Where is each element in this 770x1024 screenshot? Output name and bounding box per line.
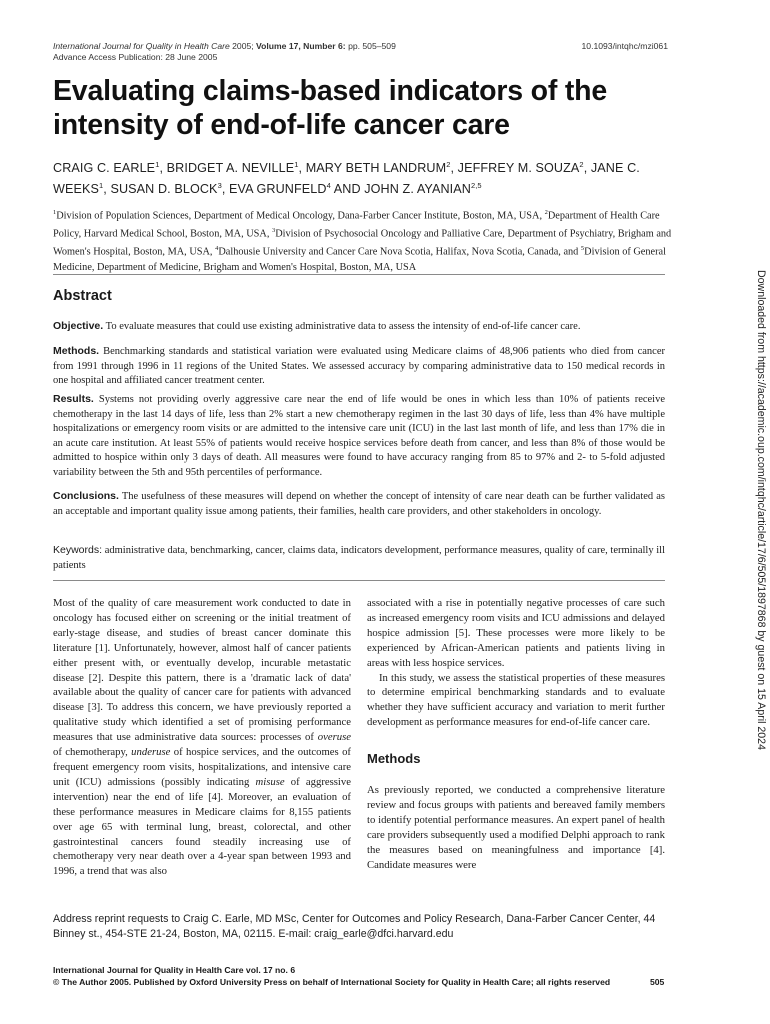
body-paragraph: As previously reported, we conducted a comprehensive literature review and focus groups with patients and bereaved family members to identify potential performance measures. An expert panel of health care providers subsequently used a modified Delphi approach to rank the measures based on meaningfulness and importance [4]. Candidate measures were xyxy=(367,784,665,871)
journal-pages: pp. 505–509 xyxy=(348,41,396,51)
divider xyxy=(53,580,665,581)
running-header xyxy=(53,41,396,63)
abstract-label: Results. xyxy=(53,393,94,405)
author-name: , JEFFREY M. SOUZA xyxy=(450,161,580,176)
body-text: of chemotherapy, xyxy=(53,746,132,759)
footer-journal: International Journal for Quality in Health Care vol. 17 no. 6 xyxy=(53,965,296,975)
abstract-label: Methods. xyxy=(53,345,100,357)
emphasis: underuse xyxy=(131,746,171,759)
body-text: of aggressive intervention) near the end of life [4]. Moreover, an evaluation of these performance measures in Medicare claims for 8,155 patients over age 65 with terminal lung, breast, colorectal, and other gastrointestinal cancers found steadily increasing use of chemotherapy very near death over a 4-year span between 1993 and 1996, a trend that was also xyxy=(53,775,351,878)
author-affiliation-ref: 1 xyxy=(99,181,104,191)
doi[interactable]: 10.1093/intqhc/mzi061 xyxy=(581,41,668,51)
body-text: of hospice services, and the outcomes of frequent emergency room visits, hospitalizations, and intensive care unit (ICU) admissions (possibly indicating xyxy=(53,746,351,788)
citation-line xyxy=(53,41,396,52)
download-watermark: Downloaded from https://academic.oup.com/intqhc/article/17/6/505/1897868 by guest on 15 April 2024 xyxy=(755,270,767,750)
author-name: , EVA GRUNFELD xyxy=(221,182,327,197)
footer-copyright: © The Author 2005. Published by Oxford University Press on behalf of International Society for Quality in Health Care; all rights reserved xyxy=(53,977,611,987)
abstract-conclusions xyxy=(53,489,665,519)
emphasis: overuse xyxy=(317,731,351,744)
reprint-address: Address reprint requests to Craig C. Earle, MD MSc, Center for Outcomes and Policy Research, Dana-Farber Cancer Center, 44 Binney st., 454-STE 21-24, Boston, MA, 02115. E-mail: craig_earle@dfci.harvard.edu xyxy=(53,913,656,940)
author-name: , SUSAN D. BLOCK xyxy=(103,182,218,197)
affiliation-number: 1 xyxy=(53,209,57,216)
author-name: , MARY BETH LANDRUM xyxy=(298,161,447,176)
author-name: CRAIG C. EARLE xyxy=(53,161,156,176)
abstract-text: To evaluate measures that could use existing administrative data to assess the intensity of end-of-life cancer care. xyxy=(103,321,581,332)
author-affiliation-ref: 1 xyxy=(155,160,160,169)
abstract-heading: Abstract xyxy=(53,288,112,304)
body-paragraph: associated with a rise in potentially negative processes of care such as increased emergency room visits and ICU admissions and delayed hospice admission [5]. These processes were more likely to be experienced by African-American patients and patients living in areas with less hospice services. xyxy=(367,597,665,669)
affiliation-text: Department of Health Care Policy, Harvard Medical School, Boston, MA, USA, xyxy=(53,210,660,240)
abstract-text: Benchmarking standards and statistical variation were evaluated using Medicare claims of 48,906 patients who died from cancer from 1991 through 1996 in 11 regions of the United States. We assessed accuracy by comparing administrative data to 150 medical records in one hospital and affiliated cancer treatment center. xyxy=(53,346,665,387)
advance-access: Advance Access Publication: 28 June 2005 xyxy=(53,52,218,62)
section-heading-methods: Methods xyxy=(367,751,421,767)
affiliation-text: Dalhousie University and Cancer Care Nova Scotia, Halifax, Nova Scotia, Canada, and xyxy=(218,246,581,258)
affiliation-number: 5 xyxy=(580,245,585,253)
journal-year: 2005; xyxy=(232,41,254,51)
abstract-text: Systems not providing overly aggressive care near the end of life would be ones in which less than 10% of patients receive chemotherapy in the last 14 days of life, less than 2% start a new chemotherapy regimen in the last 30 days of life, less than 4% have multiple hospitalizations or emergency room visits or are admitted to the intensive care unit (ICU) in the last last month of life, and less than 17% die in an acute care institution. At least 55% of patients would receive hospice services before death from cancer, and less than 8% of those would be admitted to hospice within only 3 days of death. All measures were found to have accuracy ranging from 85 to 97% and 2- to 5-fold adjusted variability between the 5th and 95th percentiles of performance. xyxy=(53,394,665,478)
keywords-label: Keywords: xyxy=(53,544,103,556)
divider xyxy=(53,274,665,275)
body-paragraph xyxy=(53,596,351,879)
emphasis: misuse xyxy=(255,775,285,788)
journal-volume: Volume 17, Number 6: xyxy=(256,41,346,51)
author-name: , BRIDGET A. NEVILLE xyxy=(159,161,295,176)
abstract-objective xyxy=(53,319,665,335)
body-text: Most of the quality of care measurement work conducted to date in oncology has focused either on screening or the initial treatment of early-stage disease, and studies of breast cancer dominate this literature [1]. Unfortunately, however, almost half of cancer patients either present with, or eventually develop, incurable metastatic disease [2]. Despite this pattern, there is a 'dramatic lack of data' available about the quality of cancer care for patients with advanced disease [3]. To address this concern, we have previously reported a qualitative study which identified a set of promising performance measures that use administrative data sources: processes of xyxy=(53,597,351,744)
author-name: , JANE C. WEEKS xyxy=(53,161,640,197)
page-number: 505 xyxy=(650,977,665,987)
keywords-text: administrative data, benchmarking, cancer, claims data, indicators development, performance measures, quality of care, terminally ill patients xyxy=(53,545,665,571)
affiliation-text: Division of Population Sciences, Department of Medical Oncology, Dana-Farber Cancer Institute, Boston, MA, USA, xyxy=(56,210,545,222)
author-affiliation-ref: 3 xyxy=(217,181,222,191)
affiliation-number: 4 xyxy=(215,245,219,253)
author-affiliation-ref: 1 xyxy=(294,160,299,169)
body-column-right xyxy=(367,596,665,873)
author-affiliation-ref: 2 xyxy=(579,160,584,169)
abstract-methods xyxy=(53,344,665,389)
affiliation-text: Division of General Medicine, Department of Medicine, Brigham and Women's Hospital, Boston, MA, USA xyxy=(53,246,666,273)
keywords xyxy=(53,543,665,573)
author-list xyxy=(53,156,673,198)
author-affiliation-ref: 2 xyxy=(446,160,451,169)
journal-name: International Journal for Quality in Health Care xyxy=(53,41,230,51)
body-column-left xyxy=(53,596,351,879)
abstract-label: Objective. xyxy=(53,320,104,332)
author-affiliation-ref: 2,5 xyxy=(470,181,482,191)
author-affiliation-ref: 4 xyxy=(326,181,331,191)
author-name: AND JOHN Z. AYANIAN xyxy=(330,182,471,197)
body-paragraph: In this study, we assess the statistical properties of these measures to determine empirical benchmarking standards and to evaluate whether they have sufficient accuracy and variation to merit further development as performance measures for end-of-life cancer care. xyxy=(367,671,665,729)
abstract-text: The usefulness of these measures will depend on whether the concept of intensity of care near death can be further validated as an acceptable and important quality issue among patients, their families, health care providers, and other stakeholders in oncology. xyxy=(53,491,665,517)
abstract-label: Conclusions. xyxy=(53,490,119,502)
affiliation-text: Division of Psychosocial Oncology and Palliative Care, Department of Psychiatry, Brigham and Women's Hospital, Boston, MA, USA, xyxy=(53,228,672,258)
affiliation-number: 2 xyxy=(544,209,548,216)
article-title: Evaluating claims-based indicators of the intensity of end-of-life cancer care xyxy=(53,75,608,141)
affiliation-list xyxy=(53,206,673,275)
affiliation-number: 3 xyxy=(271,227,276,235)
abstract-results xyxy=(53,392,665,481)
